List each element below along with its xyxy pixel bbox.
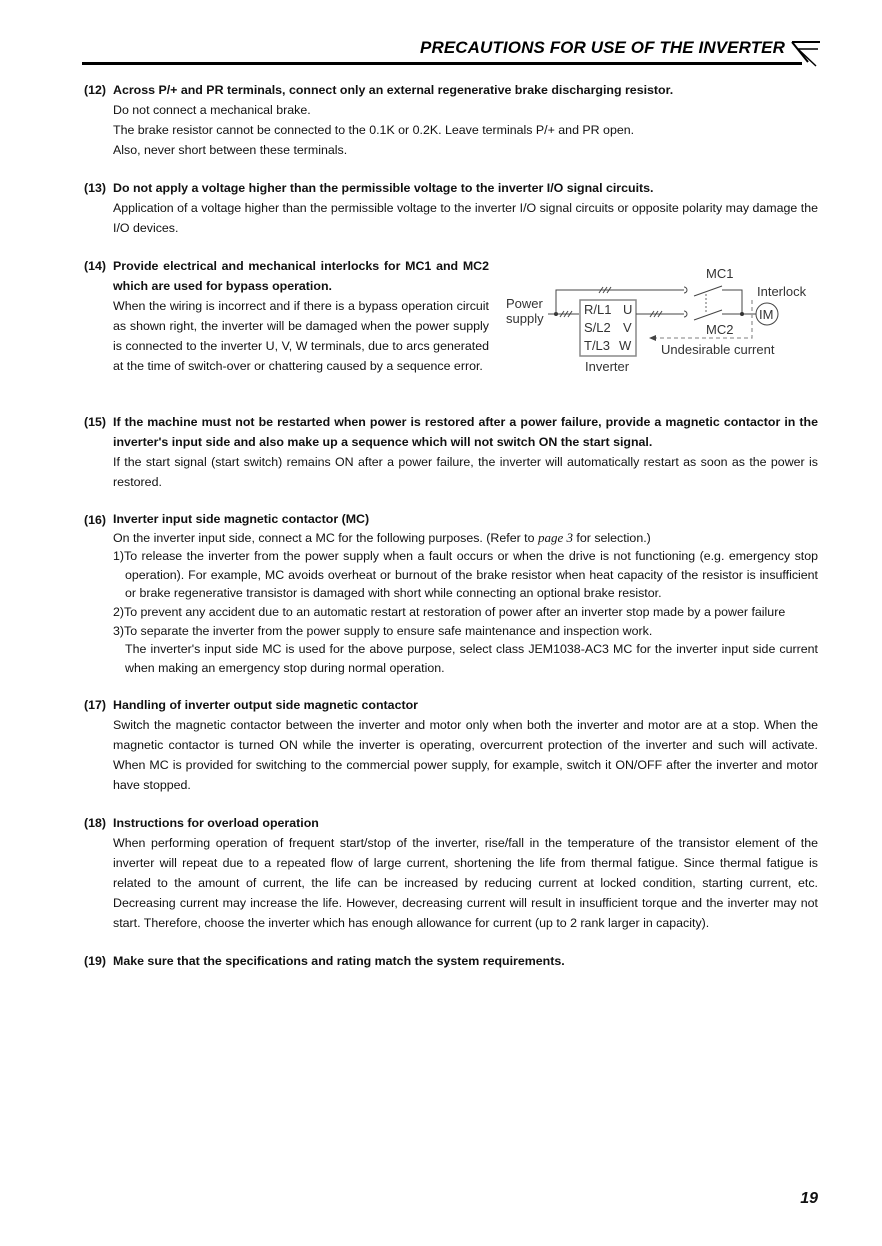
page-number: 19 [800,1190,818,1207]
inverter-label: Inverter [585,359,630,374]
paragraph: Switch the magnetic contactor between the inverter and motor only when both the inverter and motor are at a stop. When the magnetic contactor is turned ON while the inverter is operating, overcurrent protection of the inverter and such will activate. When MC is provided for switching to the commercial power supply, for example, switch it ON/OFF after the inverter and motor have stopped. [113,718,818,793]
mc1-wire [722,290,742,314]
document-body [84,80,818,989]
section-number: (17) [84,698,107,713]
paragraph: Application of a voltage higher than the permissible voltage to the inverter I/O signal circuits or opposite polarity may damage the I/O devices. [113,201,818,235]
section-number: (15) [84,415,107,429]
section-number: (18) [84,816,107,831]
paragraph: The brake resistor cannot be connected to the 0.1K or 0.2K. Leave terminals P/+ and PR open. [113,123,635,137]
undesirable-current-path [654,300,752,338]
section-number: (14) [84,259,107,273]
section-title: Across P/+ and PR terminals, connect only an external regenerative brake discharging resistor. [113,83,674,97]
three-phase-mark [599,287,611,293]
motor-label: IM [759,307,774,322]
section-14 [84,256,818,394]
list-item: 2)To prevent any accident due to an automatic restart at restoration of power after an inverter stop made by a power failure [113,604,786,619]
paragraph [113,529,818,548]
section-19 [84,951,818,971]
section-number: (12) [84,83,107,97]
header-logo-icon [790,40,822,68]
undesirable-current-label: Undesirable current [661,342,775,357]
power-supply-label: Power [506,296,543,311]
section-number: (16) [84,513,107,527]
mc2-label: MC2 [706,322,734,337]
section-15 [84,412,818,492]
terminal-label: T/L3 [584,338,611,353]
mc1-contact-icon [684,287,687,293]
three-phase-mark [560,311,572,317]
three-phase-mark [650,311,662,317]
header-rule [82,62,802,65]
section-title: Instructions for overload operation [113,816,319,831]
junction-dot [740,312,744,316]
section-17 [84,695,818,795]
page-reference-link[interactable]: page 3 [537,529,573,545]
terminal-label: R/L1 [584,302,612,317]
paragraph: Do not connect a mechanical brake. [113,103,311,117]
section-title: Provide electrical and mechanical interlocks for MC1 and MC2 which are used for bypass operation. [113,259,489,293]
section-18 [84,813,818,933]
page-header-title: PRECAUTIONS FOR USE OF THE INVERTER [420,38,785,57]
intro-text: for selection.) [572,530,651,545]
paragraph: The inverter's input side MC is used for the above purpose, select class JEM1038-AC3 MC for the inverter input side current when making an emergency stop during normal operation. [125,642,818,675]
section-13 [84,178,818,238]
terminal-label: U [623,302,633,317]
list-item: 3)To separate the inverter from the power supply to ensure safe maintenance and inspection work. [113,623,653,638]
section-number: (19) [84,954,107,969]
interlock-label: Interlock [757,284,807,299]
section-12 [84,80,818,160]
paragraph: If the start signal (start switch) remains ON after a power failure, the inverter will automatically restart as soon as the power is restored. [113,455,818,489]
mc2-switch [694,310,722,320]
page-header [0,36,882,68]
intro-text: On the inverter input side, connect a MC for the following purposes. (Refer to [113,530,538,545]
mc1-label: MC1 [706,266,734,281]
section-title: Make sure that the specifications and rating match the system requirements. [113,954,565,969]
mc2-contact-icon [684,311,687,317]
paragraph: When the wiring is incorrect and if there is a bypass operation circuit as shown right, the inverter will be damaged when the power supply is connected to the inverter U, V, W terminals, due to arcs generated at the time of switch-over or chattering caused by a sequence error. [113,299,489,373]
list-item: 1)To release the inverter from the power supply when a fault occurs or when the drive is not functioning (e.g. emergency stop operation). For example, MC avoids overheat or burnout of the brake resistor when heat capacity of the resistor is insufficient or brake regenerative transistor is damaged with short while connecting an optional brake resistor. [113,549,818,601]
power-supply-label: supply [506,311,544,326]
mc1-switch [694,286,722,296]
arrow-left-icon [649,335,656,341]
terminal-label: V [623,320,632,335]
paragraph: Also, never short between these terminals. [113,143,348,157]
section-title: If the machine must not be restarted when power is restored after a power failure, provide a magnetic contactor in the inverter's input side and also make up a sequence which will not switch ON the start signal. [113,415,818,449]
paragraph: When performing operation of frequent start/stop of the inverter, rise/fall in the temperature of the transistor element of the inverter will repeat due to a repeated flow of large current, shortening the life from thermal fatigue. Since thermal fatigue is related to the amount of current, the life can be increased by reducing current at locked condition, starting current, etc. Decreasing current may increase the life. However, decreasing current will result in insufficient torque and the inverter may not start. Therefore, choose the inverter which has enough allowance for current (up to 2 rank larger in capacity). [113,836,818,931]
section-16 [84,510,818,677]
terminal-label: W [619,338,632,353]
terminal-label: S/L2 [584,320,611,335]
section-title: Inverter input side magnetic contactor (MC) [113,512,370,526]
section-title: Handling of inverter output side magnetic contactor [113,698,418,713]
bypass-circuit-diagram [494,264,824,379]
section-number: (13) [84,181,107,195]
section-title: Do not apply a voltage higher than the permissible voltage to the inverter I/O signal circuits. [113,181,654,195]
